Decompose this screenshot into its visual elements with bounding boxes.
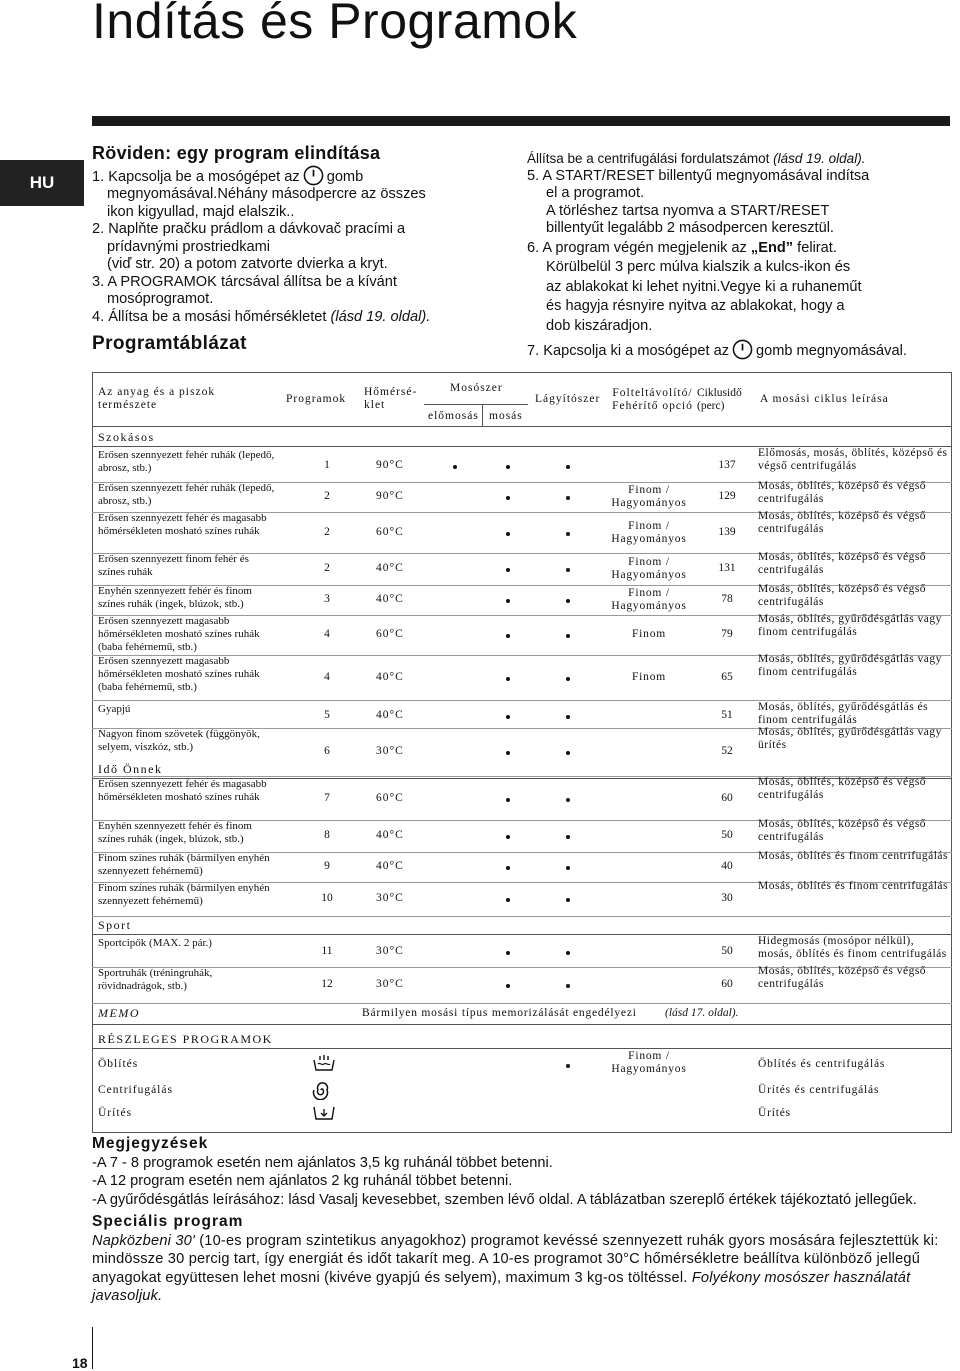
- partial-name: Ürítés: [98, 1107, 133, 1119]
- row-program: 12: [321, 978, 333, 990]
- bullet-wash: [506, 984, 510, 988]
- row-temperature: 40°C: [376, 562, 404, 574]
- row-temperature: 90°C: [376, 490, 404, 502]
- bullet-wash: [506, 835, 510, 839]
- row-nature: Nagyon finom szövetek (függönyök, selyem, viszkóz, stb.): [98, 728, 260, 753]
- row-temperature: 90°C: [376, 458, 404, 471]
- header-program: Programok: [286, 393, 347, 405]
- step-text: felirat.: [797, 239, 837, 256]
- row-program: 7: [324, 792, 330, 804]
- row-program: 2: [324, 525, 330, 538]
- step-text: 7. Kapcsolja ki a mosógépet az: [527, 343, 729, 359]
- table-border: [951, 372, 952, 1132]
- row-nature: Erősen szennyezett fehér és magasabb hőmérsékleten mosható színes ruhák: [98, 778, 267, 803]
- memo-text: Bármilyen mosási típus memorizálását engedélyezi: [362, 1007, 637, 1019]
- step-text: 1. Kapcsolja be a mosógépet az: [92, 168, 300, 185]
- bullet-soft: [566, 465, 570, 469]
- row-cycle-time: 129: [718, 490, 736, 502]
- step-text: A törléshez tartsa nyomva a START/RESET: [546, 202, 830, 219]
- bullet-wash: [506, 599, 510, 603]
- section-label: Sport: [98, 918, 132, 932]
- bullet-wash: [506, 496, 510, 500]
- bullet-soft: [566, 984, 570, 988]
- row-program: 2: [324, 562, 330, 574]
- notes-section: [92, 1135, 952, 1306]
- bullet-pre: [453, 465, 457, 469]
- row-description: Mosás, öblítés, középső és végső centrifugálás: [758, 583, 927, 608]
- header-wash: mosás: [489, 410, 523, 422]
- row-nature: Erősen szennyezett magasabb hőmérsékleten mosható színes ruhák (baba fehérnemű, stb.): [98, 655, 260, 693]
- language-tab: HU: [0, 160, 84, 206]
- row-program: 6: [324, 745, 330, 757]
- row-program: 8: [324, 829, 330, 841]
- partial-label: RÉSZLEGES PROGRAMOK: [98, 1032, 273, 1046]
- rinse-icon: [312, 1054, 336, 1075]
- header-prewash: előmosás: [428, 410, 479, 422]
- bullet-soft: [566, 798, 570, 802]
- row-temperature: 60°C: [376, 792, 404, 804]
- quick-start-heading: Röviden: egy program elindítása: [92, 143, 381, 163]
- row-temperature: 40°C: [376, 593, 404, 605]
- row-temperature: 40°C: [376, 708, 404, 721]
- step-text: Állítsa be a centrifugálási fordulatszámot: [527, 151, 770, 166]
- section-label: Szokásos: [98, 430, 155, 444]
- bullet-soft: [566, 599, 570, 603]
- row-cycle-time: 50: [721, 829, 733, 841]
- bullet-soft: [566, 898, 570, 902]
- header-detergent: Mosószer: [450, 382, 503, 394]
- end-label: „End”: [750, 239, 794, 256]
- row-program: 9: [324, 860, 330, 872]
- step-text: 2. Naplňte pračku prádlom a dávkovač pracími a: [92, 221, 406, 237]
- bullet-soft: [566, 568, 570, 572]
- row-nature: Sportcipők (MAX. 2 pár.): [98, 937, 212, 949]
- bullet-wash: [506, 568, 510, 572]
- row-description: Mosás, öblítés, középső és végső centrifugálás: [758, 776, 927, 801]
- special-program-name: Napközbeni 30': [92, 1232, 195, 1249]
- row-cycle-time: 30: [721, 892, 733, 904]
- row-description: Mosás, öblítés, középső és végső centrifugálás: [758, 510, 927, 535]
- header-softener: Lágyítószer: [535, 393, 601, 405]
- step-text: ikon kigyullad, majd elalszik..: [107, 203, 295, 220]
- bullet-wash: [506, 465, 510, 469]
- row-temperature: 30°C: [376, 745, 404, 757]
- bullet-soft: [566, 1064, 570, 1068]
- bullet-soft: [566, 866, 570, 870]
- bullet-wash: [506, 751, 510, 755]
- header-nature: Az anyag és a piszok természete: [98, 386, 216, 411]
- row-cycle-time: 51: [721, 708, 733, 721]
- row-stain-option: Finom: [631, 670, 667, 683]
- row-nature: Erősen szennyezett fehér és magasabb hőmérsékleten mosható színes ruhák: [98, 512, 267, 537]
- row-stain-option: Finom / Hagyományos: [611, 519, 687, 545]
- row-program: 1: [324, 458, 330, 471]
- row-temperature: 40°C: [376, 860, 404, 872]
- note-1: -A 7 - 8 programok esetén nem ajánlatos 3,5 kg ruhánál többet betenni.: [92, 1154, 553, 1171]
- page-reference: (lásd 19. oldal).: [773, 151, 866, 166]
- partial-description: Ürítés: [758, 1107, 791, 1119]
- bullet-wash: [506, 798, 510, 802]
- bullet-wash: [506, 634, 510, 638]
- step-text: el a programot.: [546, 185, 645, 201]
- row-description: Mosás, öblítés, gyűrődésgátlás vagy ürítés: [758, 726, 942, 751]
- note-2: -A 12 program esetén nem ajánlatos 2 kg ruhánál többet betenni.: [92, 1173, 513, 1189]
- step-text: billentyűt legalább 2 másodpercen keresztül.: [546, 220, 834, 236]
- header-cycle: Ciklusidő (perc): [697, 387, 742, 412]
- row-stain-option: Finom / Hagyományos: [611, 1050, 687, 1075]
- row-nature: Erősen szennyezett fehér ruhák (lepedő, abrosz, stb.): [98, 449, 275, 474]
- special-tip: Folyékony mosószer használatát javasoljuk.: [92, 1269, 911, 1304]
- row-temperature: 40°C: [376, 829, 404, 841]
- step-text: 4. Állítsa be a mosási hőmérsékletet: [92, 308, 327, 325]
- step-text: 6. A program végén megjelenik az: [527, 239, 747, 256]
- bullet-soft: [566, 496, 570, 500]
- step-text: mosóprogramot.: [107, 291, 214, 307]
- row-cycle-time: 131: [718, 562, 736, 574]
- partial-description: Öblítés és centrifugálás: [758, 1058, 886, 1070]
- memo-rule: [92, 1024, 952, 1025]
- row-nature: Gyapjú: [98, 703, 131, 715]
- row-cycle-time: 78: [721, 593, 733, 605]
- step-text: (viď str. 20) a potom zatvorte dvierka a kryt.: [107, 256, 388, 272]
- row-cycle-time: 50: [721, 945, 733, 957]
- bullet-wash: [506, 866, 510, 870]
- row-program: 10: [321, 892, 333, 904]
- header-rule: [92, 426, 952, 427]
- bullet-soft: [566, 835, 570, 839]
- row-nature: Erősen szennyezett magasabb hőmérsékleten mosható színes ruhák (baba fehérnemű, stb.): [98, 615, 260, 653]
- page-number: 18: [72, 1355, 88, 1371]
- memo-reference: (lásd 17. oldal).: [665, 1007, 739, 1019]
- step-text: az ablakokat ki lehet nyitni.Vegye ki a ruhaneműt: [546, 278, 862, 295]
- row-description: Mosás, öblítés és finom centrifugálás: [758, 850, 949, 862]
- row-description: Mosás, öblítés, gyűrődésgátlás és finom centrifugálás: [758, 701, 929, 726]
- row-nature: Sportruhák (tréningruhák, rövidnadrágok, stb.): [98, 967, 213, 992]
- partial-description: Ürítés és centrifugálás: [758, 1084, 880, 1096]
- row-program: 4: [324, 628, 330, 640]
- row-nature: Finom színes ruhák (bármilyen enyhén szennyezett fehérnemű): [98, 882, 270, 907]
- bullet-soft: [566, 715, 570, 719]
- row-description: Hidegmosás (mosópor nélkül), mosás, öblítés és finom centrifugálás: [758, 935, 947, 960]
- row-temperature: 30°C: [376, 945, 404, 957]
- row-description: Mosás, öblítés és finom centrifugálás: [758, 880, 949, 892]
- row-temperature: 30°C: [376, 978, 404, 990]
- row-cycle-time: 52: [721, 745, 733, 757]
- partial-name: Centrifugálás: [98, 1084, 173, 1096]
- table-heading: Programtáblázat: [92, 333, 247, 354]
- row-description: Mosás, öblítés, gyűrődésgátlás vagy finom centrifugálás: [758, 653, 942, 678]
- partial-name: Öblítés: [98, 1058, 139, 1070]
- row-description: Előmosás, mosás, öblítés, középső és végső centrifugálás: [758, 447, 948, 472]
- row-description: Mosás, öblítés, gyűrődésgátlás vagy finom centrifugálás: [758, 613, 942, 638]
- bullet-wash: [506, 951, 510, 955]
- row-program: 3: [324, 593, 330, 605]
- spin-icon: [312, 1080, 332, 1103]
- row-cycle-time: 79: [721, 628, 733, 640]
- step-text: gomb: [326, 168, 364, 185]
- bullet-soft: [566, 634, 570, 638]
- step-text: gomb megnyomásával.: [756, 343, 907, 359]
- row-stain-option: Finom / Hagyományos: [611, 556, 687, 581]
- row-nature: Erősen szennyezett finom fehér és színes ruhák: [98, 553, 249, 578]
- note-3: -A gyűrődésgátlás leírásához: lásd Vasalj kevesebbet, szemben lévő oldal. A táblázatban szereplő értékek tájékoztató jellegűek.: [92, 1191, 917, 1208]
- row-stain-option: Finom: [631, 628, 667, 640]
- row-temperature: 30°C: [376, 892, 404, 904]
- row-description: Mosás, öblítés, középső és végső centrifugálás: [758, 551, 927, 576]
- header-divider: [482, 404, 483, 426]
- row-rule: [92, 1003, 952, 1004]
- step-text: 3. A PROGRAMOK tárcsával állítsa be a kívánt: [92, 273, 397, 290]
- row-description: Mosás, öblítés, középső és végső centrifugálás: [758, 818, 927, 843]
- row-description: Mosás, öblítés, középső és végső centrifugálás: [758, 480, 927, 505]
- table-border: [92, 372, 952, 373]
- table-border: [92, 372, 93, 1132]
- row-nature: Enyhén szennyezett fehér és finom színes ruhák (ingek, blúzok, stb.): [98, 585, 252, 610]
- row-program: 4: [324, 670, 330, 683]
- special-text: [92, 1232, 952, 1306]
- table-border: [92, 1132, 952, 1133]
- drain-icon: [312, 1103, 336, 1124]
- special-heading: Speciális program: [92, 1213, 244, 1230]
- bullet-soft: [566, 677, 570, 681]
- header-temperature: Hőmérsé-klet: [364, 386, 418, 411]
- step-text: megnyomásával.Néhány másodpercre az összes: [107, 186, 426, 202]
- row-rule: [92, 916, 952, 917]
- bullet-soft: [566, 532, 570, 536]
- section-label: Idő Önnek: [98, 762, 163, 776]
- special-body: (10-es program szintetikus anyagokhoz) programot kevéssé szennyezett ruhák gyors mosására fejlesztettük ki: mindössze 30 percig tart, így energiát és időt takarít meg. A 10-es programot 30°C hőmérsékletre beállítva különböző jellegű anyagokat együttesen lehet mosni (kivéve gyapjú és selyem), maximum 3 kg-os töltéssel.: [92, 1232, 939, 1286]
- bullet-soft: [566, 951, 570, 955]
- notes-heading: Megjegyzések: [92, 1135, 209, 1152]
- bullet-wash: [506, 532, 510, 536]
- step-text: és hagyja résnyire nyitva az ablakokat, hogy a: [546, 298, 845, 314]
- row-stain-option: Finom / Hagyományos: [611, 484, 687, 509]
- row-nature: Enyhén szennyezett fehér és finom színes ruhák (ingek, blúzok, stb.): [98, 820, 252, 845]
- step-text: prídavnými prostriedkami: [107, 238, 271, 255]
- page-reference: (lásd 19. oldal).: [330, 308, 431, 325]
- step-text: Körülbelül 3 perc múlva kialszik a kulcs-ikon és: [546, 259, 851, 275]
- bullet-wash: [506, 715, 510, 719]
- page-title: Indítás és Programok: [92, 0, 578, 49]
- row-nature: Erősen szennyezett fehér ruhák (lepedő, abrosz, stb.): [98, 482, 275, 507]
- row-temperature: 40°C: [376, 670, 404, 683]
- header-stain: Folteltávolító/ Fehérítő opció: [612, 387, 693, 412]
- row-program: 5: [324, 708, 330, 721]
- row-description: Mosás, öblítés, középső és végső centrifugálás: [758, 965, 927, 990]
- header-description: A mosási ciklus leírása: [760, 393, 889, 405]
- step-text: 5. A START/RESET billentyű megnyomásával indítsa: [527, 167, 870, 184]
- row-cycle-time: 139: [718, 525, 736, 538]
- row-cycle-time: 65: [721, 670, 733, 683]
- row-cycle-time: 60: [721, 792, 733, 804]
- row-temperature: 60°C: [376, 525, 404, 538]
- row-cycle-time: 137: [718, 458, 736, 471]
- row-program: 2: [324, 490, 330, 502]
- header-divider: [424, 404, 528, 405]
- bullet-wash: [506, 898, 510, 902]
- row-stain-option: Finom / Hagyományos: [611, 587, 687, 612]
- step-text: dob kiszáradjon.: [546, 317, 653, 334]
- bottom-rule: [92, 1327, 93, 1369]
- memo-label: MEMO: [98, 1006, 140, 1020]
- row-temperature: 60°C: [376, 628, 404, 640]
- row-cycle-time: 60: [721, 978, 733, 990]
- partial-rule: [92, 1048, 952, 1049]
- row-nature: Finom színes ruhák (bármilyen enyhén szennyezett fehérnemű): [98, 852, 270, 877]
- row-program: 11: [321, 945, 333, 957]
- row-cycle-time: 40: [721, 860, 733, 872]
- bullet-soft: [566, 751, 570, 755]
- bullet-wash: [506, 677, 510, 681]
